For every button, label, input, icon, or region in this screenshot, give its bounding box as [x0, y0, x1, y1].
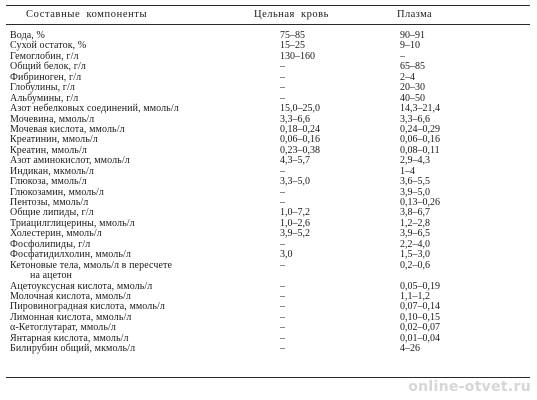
- plasma-value: 0,02–0,07: [400, 322, 440, 334]
- whole-blood-value: –: [280, 290, 285, 302]
- component-name: Креатинин, ммоль/л: [10, 134, 98, 146]
- component-name: Лимонная кислота, ммоль/л: [10, 311, 132, 323]
- component-name: Азот аминокислот, ммоль/л: [10, 155, 130, 167]
- whole-blood-value: –: [280, 332, 285, 344]
- plasma-value: 65–85: [400, 61, 425, 73]
- table-row: [0, 83, 537, 93]
- component-name: Фосфолипиды, г/л: [10, 238, 91, 250]
- plasma-value: 0,07–0,14: [400, 301, 440, 313]
- component-name: Креатин, ммоль/л: [10, 144, 87, 156]
- whole-blood-value: 75–85: [280, 30, 305, 41]
- plasma-value: 1,2–2,8: [400, 217, 430, 229]
- header-whole-blood: Цельная кровь: [254, 9, 329, 20]
- whole-blood-value: 0,18–0,24: [280, 123, 320, 135]
- component-name: Глюкозамин, ммоль/л: [10, 186, 105, 198]
- component-name: на ацетон: [30, 270, 73, 282]
- component-name: Пировиноградная кислота, ммоль/л: [10, 301, 165, 313]
- plasma-value: 40–50: [400, 92, 425, 104]
- whole-blood-value: –: [280, 165, 285, 177]
- component-name: Кетоновые тела, ммоль/л в пересчете: [10, 259, 172, 271]
- plasma-value: 1,5–3,0: [400, 249, 430, 261]
- whole-blood-value: –: [280, 61, 285, 73]
- component-name: Глобулины, г/л: [10, 82, 75, 94]
- whole-blood-value: –: [280, 82, 285, 94]
- table-body: [0, 31, 537, 355]
- plasma-value: 3,9–6,5: [400, 228, 430, 240]
- whole-blood-value: 3,9–5,2: [280, 228, 310, 240]
- component-name: α-Кетоглутарат, ммоль/л: [10, 322, 116, 334]
- component-name: Фибриноген, г/л: [10, 71, 82, 83]
- plasma-value: 2–4: [400, 71, 415, 83]
- component-name: Молочная кислота, ммоль/л: [10, 290, 131, 302]
- plasma-value: 3,3–6,6: [400, 113, 430, 125]
- component-name: Сухой остаток, %: [10, 40, 87, 52]
- component-name: Общий белок, г/л: [10, 61, 86, 73]
- plasma-value: 0,08–0,11: [400, 144, 440, 156]
- whole-blood-value: 3,3–5,0: [280, 176, 310, 188]
- plasma-value: 2,9–4,3: [400, 155, 430, 167]
- whole-blood-value: –: [280, 197, 285, 208]
- component-name: Гемоглобин, г/л: [10, 50, 79, 62]
- component-name: Билирубин общий, мкмоль/л: [10, 343, 136, 355]
- plasma-value: 14,3–21,4: [400, 103, 440, 115]
- component-name: Азот небелковых соединений, ммоль/л: [10, 103, 179, 115]
- table-bottom-rule: [6, 377, 530, 378]
- component-name: Мочевая кислота, ммоль/л: [10, 123, 125, 135]
- plasma-value: 0,01–0,04: [400, 332, 440, 344]
- table-row: [0, 261, 537, 271]
- plasma-value: 0,13–0,26: [400, 197, 440, 208]
- plasma-value: 0,05–0,19: [400, 280, 440, 292]
- table-row: [0, 271, 537, 281]
- plasma-value: 1,1–1,2: [400, 290, 430, 302]
- table-row: [0, 41, 537, 51]
- component-name: Триацилглицерины, ммоль/л: [10, 217, 135, 229]
- whole-blood-value: –: [280, 322, 285, 334]
- whole-blood-value: –: [280, 259, 285, 271]
- plasma-value: 2,2–4,0: [400, 238, 430, 250]
- whole-blood-value: –: [280, 186, 285, 198]
- header-components: Составные компоненты: [26, 9, 148, 20]
- table-row: [0, 344, 537, 354]
- plasma-value: 0,2–0,6: [400, 259, 430, 271]
- component-name: Альбумины, г/л: [10, 92, 79, 104]
- plasma-value: 1–4: [400, 165, 415, 177]
- plasma-value: 3,6–5,5: [400, 176, 430, 188]
- table-header-rule: [6, 24, 530, 25]
- plasma-value: 0,06–0,16: [400, 134, 440, 146]
- whole-blood-value: 1,0–2,6: [280, 217, 310, 229]
- whole-blood-value: –: [280, 343, 285, 355]
- component-name: Холестерин, ммоль/л: [10, 228, 102, 240]
- component-name: Глюкоза, ммоль/л: [10, 176, 87, 188]
- plasma-value: 4–26: [400, 343, 420, 355]
- table-row: [0, 104, 537, 114]
- whole-blood-value: 15,0–25,0: [280, 103, 320, 115]
- whole-blood-value: –: [280, 71, 285, 83]
- whole-blood-value: –: [280, 301, 285, 313]
- component-name: Ацетоуксусная кислота, ммоль/л: [10, 280, 153, 292]
- whole-blood-value: 1,0–7,2: [280, 207, 310, 219]
- whole-blood-value: –: [280, 92, 285, 104]
- whole-blood-value: 4,3–5,7: [280, 155, 310, 167]
- whole-blood-value: –: [280, 238, 285, 250]
- whole-blood-value: –: [280, 280, 285, 292]
- whole-blood-value: 0,23–0,38: [280, 144, 320, 156]
- whole-blood-value: 3,3–6,6: [280, 113, 310, 125]
- whole-blood-value: 130–160: [280, 50, 315, 62]
- plasma-value: –: [400, 50, 405, 62]
- plasma-value: 3,8–6,7: [400, 207, 430, 219]
- whole-blood-value: 3,0: [280, 249, 293, 261]
- whole-blood-value: 0,06–0,16: [280, 134, 320, 146]
- component-name: Вода, %: [10, 30, 45, 41]
- plasma-value: 0,24–0,29: [400, 123, 440, 135]
- plasma-value: 3,9–5,0: [400, 186, 430, 198]
- table-row: [0, 73, 537, 83]
- component-name: Индикан, мкмоль/л: [10, 165, 94, 177]
- table-row: [0, 177, 537, 187]
- plasma-value: 20–30: [400, 82, 425, 94]
- plasma-value: 9–10: [400, 40, 420, 52]
- watermark: online-otvet.ru: [408, 379, 531, 395]
- component-name: Общие липиды, г/л: [10, 207, 94, 219]
- plasma-value: 90–91: [400, 30, 425, 41]
- header-plasma: Плазма: [397, 9, 433, 20]
- table-top-rule: [6, 5, 530, 6]
- plasma-value: 0,10–0,15: [400, 311, 440, 323]
- whole-blood-value: –: [280, 311, 285, 323]
- component-name: Янтарная кислота, ммоль/л: [10, 332, 129, 344]
- component-name: Фосфатидилхолин, ммоль/л: [10, 249, 131, 261]
- component-name: Пентозы, ммоль/л: [10, 197, 89, 208]
- component-name: Мочевина, ммоль/л: [10, 113, 95, 125]
- whole-blood-value: 15–25: [280, 40, 305, 52]
